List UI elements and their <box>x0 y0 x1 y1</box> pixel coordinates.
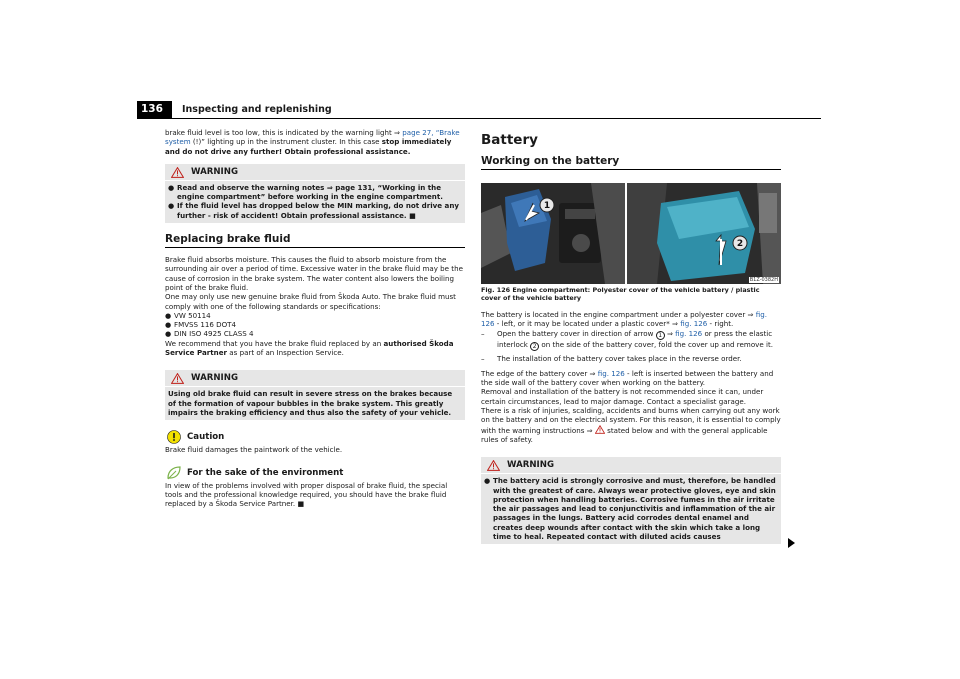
left-column <box>165 128 465 508</box>
engine-bay-illustration-left <box>481 183 625 284</box>
environment-text: In view of the problems involved with proper disposal of brake fluid, the special tools and the professional knowledge required, you should have the brake fluid replaced by a Škoda Service Partner. ■ <box>165 480 448 509</box>
bullet-icon: ● <box>165 310 172 320</box>
paragraph: We recommend that you have the brake fluid replaced by an authorised Škoda Service Partner as part of an Inspection Service. <box>165 338 454 358</box>
end-mark-icon: ■ <box>297 499 305 509</box>
battery-photo-right <box>627 183 781 284</box>
right-column <box>481 128 781 544</box>
running-head: Inspecting and replenishing <box>182 104 332 115</box>
page-ref-link[interactable]: page 27, “Brake system <box>165 128 460 147</box>
continue-arrow-icon <box>788 538 795 548</box>
step-item: – Open the battery cover in direction of arrow 1 ⇒ fig. 126 or press the elastic interlock 2 on the side of the battery cover, fold the cover up and remove it. <box>481 328 773 350</box>
caution-header <box>165 430 465 444</box>
warning-box-brake-level <box>165 164 465 223</box>
section-title-replacing-brake-fluid: Replacing brake fluid <box>165 233 465 248</box>
callout-number-icon: 2 <box>530 342 539 351</box>
engine-bay-illustration-right <box>627 183 781 284</box>
paragraph: Removal and installation of the battery is not recommended since it can, under certain circumstances, lead to major damage. Contact a specialist garage. <box>481 387 764 406</box>
header-rule <box>137 118 821 119</box>
environment-header <box>165 466 465 480</box>
paragraph: There is a risk of injuries, scalding, accidents and burns when carrying out any work on the battery and on the electrical system. For this reason, it is essential to comply with the warning instructions ⇒ stated below and with the general applicable rules of safety. <box>481 406 781 444</box>
list-item: ● FMVSS 116 DOT4 <box>165 320 237 330</box>
warning-body <box>481 474 781 544</box>
paragraph: Brake fluid absorbs moisture. This causes the fluid to absorb moisture from the surrounding air over a period of time. Excessive water in the brake fluid may be the cause of corrosion in the brake system. The water content also lowers the boiling point of the brake fluid. <box>165 255 463 292</box>
paragraph: One may only use new genuine brake fluid from Škoda Auto. The brake fluid must comply with one of the following standards or specifications: <box>165 292 456 311</box>
warning-label: WARNING <box>191 373 238 384</box>
environment-leaf-icon <box>166 466 182 480</box>
warning-label: WARNING <box>507 460 554 471</box>
warning-item: ● If the fluid level has dropped below the MIN marking, do not drive any further - risk of accident! Obtain professional assistance. ■ <box>168 201 460 220</box>
warning-item: ● Read and observe the warning notes ⇒ page 131, “Working in the engine compartment” before working in the engine compartment. <box>168 182 443 202</box>
figure-ref-link[interactable]: fig. 126 <box>481 310 767 329</box>
warning-triangle-icon <box>171 373 184 384</box>
battery-photo-left <box>481 183 625 284</box>
spec-list <box>165 311 465 339</box>
warning-box-battery-acid <box>481 457 781 544</box>
environment-label: For the sake of the environment <box>187 467 344 478</box>
warning-body <box>165 181 465 223</box>
callout-number-icon: 1 <box>656 331 665 340</box>
intro-paragraph: brake fluid level is too low, this is indicated by the warning light ⇒ page 27, “Brake system (!)” lighting up in the instrument cluster. In this case stop immediately and do not drive any further! Obtain professional assistance. <box>165 128 460 156</box>
warning-box-old-fluid <box>165 370 465 420</box>
callout-1: 1 <box>543 201 551 211</box>
figure-code: B1Z-0382H <box>749 277 778 283</box>
caution-icon <box>167 430 181 444</box>
figure-ref-link[interactable]: fig. 126 <box>597 368 625 378</box>
figure-ref-link[interactable]: fig. 126 <box>680 319 708 329</box>
warning-triangle-icon <box>595 425 605 434</box>
bullet-icon: ● <box>168 182 175 192</box>
page-number: 136 <box>137 101 172 118</box>
caution-label: Caution <box>187 432 225 443</box>
figure-126 <box>481 183 781 284</box>
warning-header <box>481 457 781 474</box>
bullet-icon: ● <box>165 329 172 339</box>
paragraph: The battery is located in the engine compartment under a polyester cover ⇒ fig. 126 - left, or it may be located under a plastic cover* ⇒ fig. 126 - right. <box>481 310 767 329</box>
caution-text: Brake fluid damages the paintwork of the vehicle. <box>165 445 343 455</box>
bullet-icon: ● <box>168 201 175 211</box>
list-item: ● DIN ISO 4925 CLASS 4 <box>165 329 254 339</box>
list-item: ● VW 50114 <box>165 310 211 320</box>
bullet-icon: ● <box>165 320 172 330</box>
warning-label: WARNING <box>191 166 238 177</box>
brake-warning-icon: (!) <box>192 137 202 147</box>
step-item: – The installation of the battery cover takes place in the reverse order. <box>481 353 742 363</box>
warning-item: ● The battery acid is strongly corrosive and must, therefore, be handled with the greatest of care. Always wear protective gloves, eye and skin protection when handling batteries. Corrosive fumes in the air irritate the air passages and lead to conjunctivitis and inflammation of the air passages in the lungs. Battery acid corrodes dental enamel and creates deep wounds after contact with the skin which take a long time to heal. Repeated contact with diluted acids causes <box>484 476 776 542</box>
callout-2: 2 <box>736 239 744 249</box>
chapter-title-battery: Battery <box>481 132 538 148</box>
warning-header <box>165 164 465 181</box>
bullet-icon: ● <box>484 476 491 486</box>
warning-body: Using old brake fluid can result in severe stress on the brakes because of the formation of vapour bubbles in the brake system. This greatly impairs the braking efficiency and thus also the safety of your vehicle. <box>168 389 453 417</box>
warning-triangle-icon <box>487 460 500 471</box>
section-title-working-on-battery: Working on the battery <box>481 155 781 170</box>
warning-header <box>165 370 465 387</box>
figure-caption: Fig. 126 Engine compartment: Polyester cover of the vehicle battery / plastic cover of the vehicle battery <box>481 286 760 302</box>
figure-ref-link[interactable]: fig. 126 <box>675 328 703 338</box>
warning-triangle-icon <box>171 167 184 178</box>
end-mark-icon: ■ <box>409 210 416 220</box>
ref-arrow-icon: ⇒ <box>394 128 400 137</box>
paragraph: The edge of the battery cover ⇒ fig. 126 - left is inserted between the battery and the side wall of the battery cover when working on the battery. <box>481 368 774 388</box>
